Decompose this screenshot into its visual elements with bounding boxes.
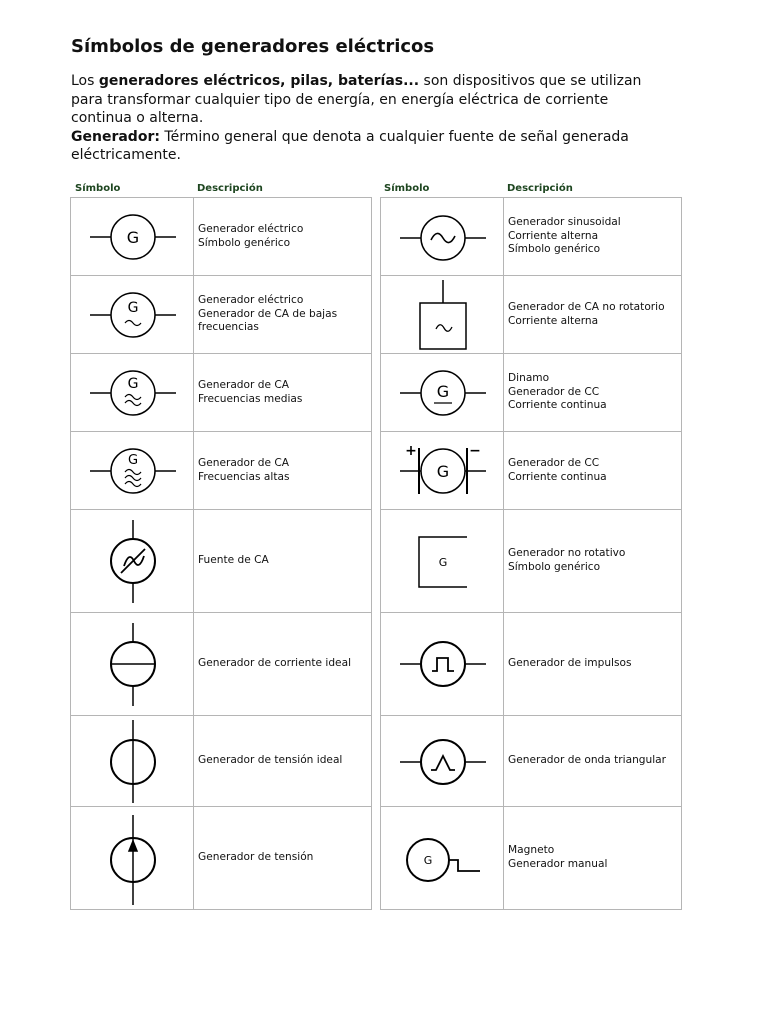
- symbol-cell: [71, 807, 194, 910]
- description-cell: [504, 510, 682, 613]
- symbol-cell: [71, 198, 194, 276]
- description-cell: [504, 432, 682, 510]
- description-line: Generador de CA: [198, 378, 289, 391]
- left-symbol-table: [70, 197, 372, 910]
- description-line: Corriente alterna: [508, 229, 599, 242]
- table-row: [381, 198, 682, 276]
- description-line: Generador de CA de bajas: [198, 307, 338, 320]
- intro-text: [71, 72, 671, 165]
- description-line: Generador de CC: [508, 456, 600, 469]
- table-row: [381, 432, 682, 510]
- description-line: Frecuencias altas: [198, 470, 290, 483]
- table-row: [71, 807, 372, 910]
- symbol-cell: [71, 432, 194, 510]
- dc-generator-icon: [382, 434, 502, 508]
- intro-p1-start: Los: [71, 73, 99, 89]
- symbol-cell: [381, 198, 504, 276]
- description-cell: [504, 807, 682, 910]
- description-line: Generador de tensión ideal: [198, 754, 343, 767]
- medium-frequency-ac-generator-icon: [72, 356, 192, 430]
- description-cell: [194, 198, 372, 276]
- table-row: [381, 807, 682, 910]
- description-cell: [504, 198, 682, 276]
- intro-p2-bold: Generador:: [71, 128, 160, 145]
- description-cell: [504, 716, 682, 807]
- intro-p1-bold: generadores eléctricos, pilas, baterías...: [98, 73, 420, 89]
- symbol-cell: [71, 613, 194, 716]
- glyph-label: G: [127, 375, 139, 392]
- description-line: Corriente continua: [508, 470, 607, 483]
- glyph-label: G: [423, 853, 433, 867]
- left-header-symbol: Símbolo: [75, 183, 121, 194]
- glyph-label: G: [127, 452, 139, 468]
- right-header-symbol: Símbolo: [384, 183, 430, 194]
- glyph-label: G: [127, 299, 139, 316]
- dynamo-icon: [382, 356, 502, 430]
- sinusoidal-generator-icon: [382, 200, 502, 274]
- magneto-icon: [382, 809, 502, 908]
- symbol-cell: [71, 354, 194, 432]
- table-row: [71, 613, 372, 716]
- symbol-cell: [71, 716, 194, 807]
- ideal-voltage-source-icon: [72, 718, 192, 805]
- table-row: [381, 354, 682, 432]
- table-row: [71, 198, 372, 276]
- right-symbol-table: [380, 197, 682, 910]
- description-line: Dinamo: [508, 372, 550, 385]
- description-line: Símbolo genérico: [508, 561, 601, 573]
- intro-p2-rest: Término general que denota a cualquier fuente de señal generada eléctricamente.: [71, 128, 629, 163]
- description-line: Generador eléctrico: [198, 222, 304, 235]
- symbol-cell: [381, 807, 504, 910]
- description-line: Símbolo genérico: [198, 236, 291, 249]
- description-line: Frecuencias medias: [198, 392, 303, 405]
- symbol-cell: [381, 432, 504, 510]
- description-cell: [194, 276, 372, 354]
- glyph-label: G: [436, 461, 450, 481]
- description-line: Corriente continua: [508, 399, 607, 412]
- symbol-cell: [381, 276, 504, 354]
- description-line: Generador no rotativo: [508, 547, 626, 560]
- pulse-generator-icon: [382, 615, 502, 714]
- description-line: Corriente alterna: [508, 314, 599, 327]
- description-cell: [194, 510, 372, 613]
- description-line: Generador sinusoidal: [508, 216, 621, 229]
- high-frequency-ac-generator-icon: [72, 434, 192, 508]
- table-row: [381, 510, 682, 613]
- description-line: Generador de corriente ideal: [198, 657, 352, 670]
- table-row: [381, 276, 682, 354]
- non-rotating-ac-generator-icon: [382, 278, 502, 352]
- ac-source-icon: [72, 512, 192, 611]
- description-cell: [194, 716, 372, 807]
- description-line: Generador de CC: [508, 385, 600, 398]
- triangular-wave-generator-icon: [382, 718, 502, 805]
- symbol-cell: [381, 354, 504, 432]
- description-line: Generador eléctrico: [198, 294, 304, 307]
- left-header-description: Descripción: [197, 183, 263, 194]
- description-line: Generador de CA no rotatorio: [508, 300, 665, 313]
- description-cell: [194, 354, 372, 432]
- description-line: Generador de tensión: [198, 851, 314, 864]
- glyph-label: G: [436, 381, 450, 401]
- description-line: Magneto: [508, 844, 555, 857]
- description-line: Generador manual: [508, 858, 608, 870]
- symbol-cell: [71, 276, 194, 354]
- symbol-cell: [381, 613, 504, 716]
- glyph-label: G: [126, 227, 140, 247]
- table-row: [71, 276, 372, 354]
- intro-p1-rest: son dispositivos que se utilizan para transformar cualquier tipo de energía, en energía eléctrica de corriente continua o alterna.: [71, 73, 642, 126]
- description-cell: [194, 432, 372, 510]
- page-title: Símbolos de generadores eléctricos: [71, 36, 435, 57]
- description-cell: [504, 613, 682, 716]
- table-row: [381, 613, 682, 716]
- description-line: Generador de onda triangular: [508, 754, 667, 767]
- intro-paragraph-2: [71, 128, 671, 165]
- generator-symbol-icon: [72, 200, 192, 274]
- table-row: [71, 716, 372, 807]
- glyph-label: G: [438, 555, 448, 569]
- description-cell: [504, 276, 682, 354]
- table-row: [71, 510, 372, 613]
- table-row: [71, 354, 372, 432]
- ideal-current-source-icon: [72, 615, 192, 714]
- description-cell: [194, 807, 372, 910]
- minus-sign: −: [469, 442, 481, 459]
- description-line: Fuente de CA: [198, 554, 269, 567]
- low-frequency-ac-generator-icon: [72, 278, 192, 352]
- description-cell: [194, 613, 372, 716]
- symbol-cell: [71, 510, 194, 613]
- table-row: [71, 432, 372, 510]
- description-line: Generador de impulsos: [508, 657, 632, 670]
- right-header-description: Descripción: [507, 183, 573, 194]
- table-row: [381, 716, 682, 807]
- description-line: frecuencias: [198, 321, 259, 334]
- intro-paragraph-1: [71, 72, 671, 128]
- plus-sign: +: [405, 442, 417, 459]
- voltage-source-icon: [72, 809, 192, 908]
- description-cell: [504, 354, 682, 432]
- non-rotating-generator-icon: [382, 512, 502, 611]
- description-line: Generador de CA: [198, 456, 289, 469]
- symbol-cell: [381, 510, 504, 613]
- symbol-cell: [381, 716, 504, 807]
- description-line: Símbolo genérico: [508, 243, 601, 256]
